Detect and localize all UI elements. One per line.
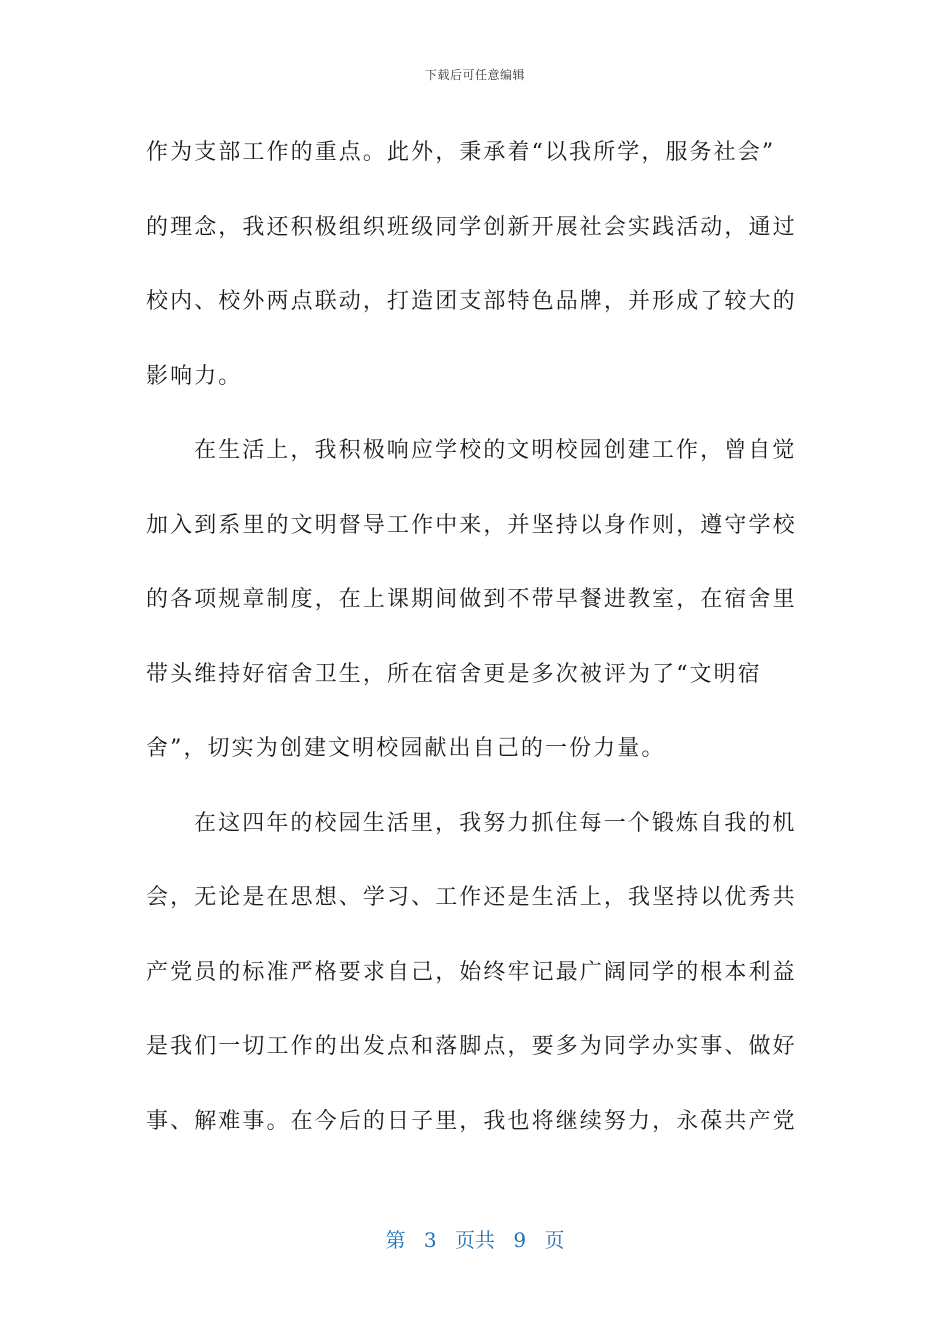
text-line: 带头维持好宿舍卫生，所在宿舍更是多次被评为了“文明宿 (146, 661, 762, 687)
text-line: 舍”，切实为创建文明校园献出自己的一份力量。 (146, 736, 666, 761)
paragraph-first-line: 在生活上，我积极响应学校的文明校园创建工作，曾自觉 (194, 438, 797, 463)
text-line: 加入到系里的文明督导工作中来，并坚持以身作则，遵守学校 (146, 512, 797, 538)
text-line: 的各项规章制度，在上课期间做到不带早餐进教室，在宿舍里 (146, 587, 797, 612)
total-pages-number: 9 (513, 1228, 527, 1252)
document-body (146, 116, 797, 1159)
footer-suffix: 页 (544, 1228, 565, 1252)
page-footer (0, 1224, 950, 1253)
text-line: 影响力。 (146, 363, 243, 389)
text-line: 的理念，我还积极组织班级同学创新开展社会实践活动，通过 (146, 214, 797, 240)
paragraph-first-line: 在这四年的校园生活里，我努力抓住每一个锻炼自我的机 (194, 810, 797, 836)
current-page-number: 3 (423, 1228, 437, 1252)
text-line: 事、解难事。在今后的日子里，我也将继续努力，永葆共产党 (146, 1108, 797, 1134)
text-line: 产党员的标准严格要求自己，始终牢记最广阔同学的根本利益 (146, 959, 797, 985)
footer-prefix: 第 (385, 1228, 406, 1252)
footer-middle: 页共 (455, 1228, 495, 1252)
text-line: 校内、校外两点联动，打造团支部特色品牌，并形成了较大的 (146, 289, 797, 314)
text-line: 是我们一切工作的出发点和落脚点，要多为同学办实事、做好 (146, 1034, 797, 1059)
text-line: 作为支部工作的重点。此外，秉承着“以我所学，服务社会” (146, 140, 776, 165)
page-header: 下载后可任意编辑 (424, 68, 525, 82)
text-line: 会，无论是在思想、学习、工作还是生活上，我坚持以优秀共 (146, 885, 797, 910)
